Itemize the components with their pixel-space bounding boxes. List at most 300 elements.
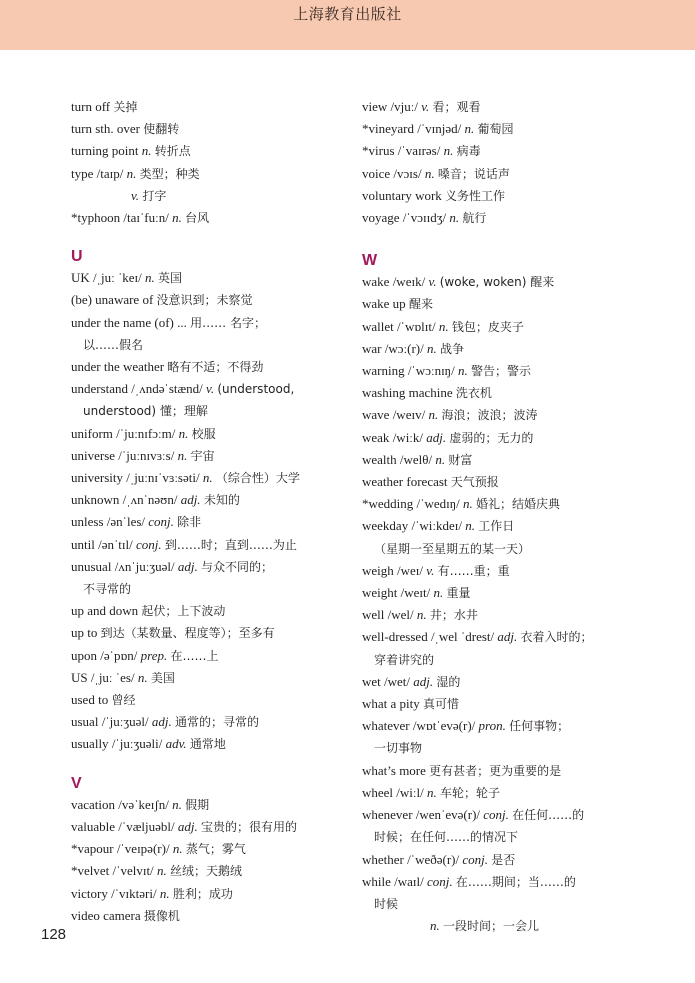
entry-pronunciation: /waɪl/ bbox=[394, 873, 424, 889]
entry-word: university bbox=[71, 470, 123, 486]
entry-word: unless bbox=[71, 514, 104, 530]
entry-word: *typhoon bbox=[71, 210, 121, 226]
entry-definition: 任何事物； bbox=[509, 719, 570, 734]
entry-definition: 胜利；成功 bbox=[172, 886, 233, 901]
entry-part-of-speech: adj. bbox=[497, 629, 518, 645]
entry-word: understand bbox=[71, 381, 129, 397]
entry-definition: 穿着讲究的 bbox=[374, 652, 435, 667]
entry-part-of-speech: n. bbox=[202, 470, 213, 486]
entry-word: whether bbox=[362, 851, 404, 867]
entry-pronunciation: /ˈwedɪŋ/ bbox=[416, 496, 460, 512]
glossary-entry bbox=[362, 915, 642, 937]
glossary-entry bbox=[71, 334, 343, 356]
glossary-entry bbox=[362, 782, 642, 804]
entry-part-of-speech: n. bbox=[172, 841, 183, 857]
entry-word: while bbox=[362, 873, 391, 889]
entry-definition: 假期 bbox=[185, 797, 210, 812]
entry-definition: 战争 bbox=[439, 341, 464, 356]
glossary-entry bbox=[71, 860, 343, 882]
entry-part-of-speech: n. bbox=[464, 121, 475, 137]
entry-pronunciation: /wel/ bbox=[387, 607, 414, 623]
entry-word: wave bbox=[362, 407, 390, 423]
entry-word: usual bbox=[71, 714, 99, 730]
entry-definition: 打字 bbox=[142, 188, 167, 203]
entry-part-of-speech: n. bbox=[428, 407, 439, 423]
entry-part-of-speech: n. bbox=[426, 340, 437, 356]
glossary-entry bbox=[362, 604, 642, 626]
glossary-entry bbox=[71, 140, 343, 162]
glossary-entry bbox=[362, 849, 642, 871]
entry-pronunciation: /əˈpɒn/ bbox=[100, 647, 138, 663]
entry-part-of-speech: n. bbox=[433, 585, 444, 601]
glossary-entry bbox=[71, 207, 343, 229]
glossary-entry bbox=[362, 338, 642, 360]
glossary-entry bbox=[71, 118, 343, 140]
entry-definition: 到达（某数量、程度等）；至多有 bbox=[100, 626, 275, 641]
entry-definition: 财富 bbox=[448, 452, 473, 467]
entry-word: usually bbox=[71, 736, 109, 752]
entry-definition: 钱包；皮夹子 bbox=[451, 319, 524, 334]
entry-word: unknown bbox=[71, 492, 120, 508]
glossary-entry bbox=[362, 185, 642, 207]
entry-definition: 天气预报 bbox=[450, 475, 499, 490]
glossary-entry bbox=[71, 489, 343, 511]
entry-definition: 有……重；重 bbox=[437, 563, 510, 578]
entry-part-of-speech: conj. bbox=[427, 873, 453, 889]
entry-pronunciation: /ˈwɒlɪt/ bbox=[397, 318, 436, 334]
entry-word: weak bbox=[362, 429, 390, 445]
entry-word: upon bbox=[71, 647, 97, 663]
entry-word: universe bbox=[71, 447, 116, 463]
entry-definition: 病毒 bbox=[456, 144, 481, 159]
entry-definition: 重量 bbox=[446, 586, 471, 601]
entry-definition: 井；水井 bbox=[429, 608, 478, 623]
entry-pronunciation: /ˈvɪktəri/ bbox=[111, 885, 157, 901]
glossary-entry bbox=[71, 711, 343, 733]
glossary-section-v-cont bbox=[362, 96, 642, 229]
entry-part-of-speech: n. bbox=[178, 425, 189, 441]
glossary-entry bbox=[362, 449, 642, 471]
entry-definition: 到……时；直到……为止 bbox=[164, 537, 297, 552]
entry-pronunciation: /ˈwiːkdeɪ/ bbox=[411, 518, 462, 534]
glossary-entry bbox=[362, 582, 642, 604]
entry-word: wake up bbox=[362, 296, 406, 312]
entry-word: well-dressed bbox=[362, 629, 428, 645]
entry-part-of-speech: n. bbox=[172, 796, 182, 812]
entry-definition: understood) 懂；理解 bbox=[83, 404, 208, 419]
glossary-entry bbox=[71, 556, 343, 578]
entry-pronunciation: /ˌjuː ˈes/ bbox=[90, 669, 135, 685]
entry-definition: 婚礼；结婚庆典 bbox=[476, 497, 561, 512]
entry-definition: 一段时间；一会儿 bbox=[443, 919, 540, 934]
entry-word: wake bbox=[362, 274, 390, 290]
glossary-entry bbox=[362, 118, 642, 140]
glossary-entry bbox=[71, 400, 343, 422]
entry-definition: 洗衣机 bbox=[455, 386, 492, 401]
entry-definition: 与众不同的； bbox=[201, 559, 274, 574]
entry-part-of-speech: n. bbox=[463, 496, 473, 512]
entry-definition: 英国 bbox=[158, 271, 183, 286]
entry-pronunciation: /ˌʌndəˈstænd/ bbox=[131, 381, 203, 397]
glossary-entry bbox=[362, 626, 642, 648]
entry-pronunciation: /wɒtˈevə(r)/ bbox=[412, 718, 476, 734]
entry-pronunciation: /vɔɪs/ bbox=[393, 165, 422, 181]
entry-definition: 转折点 bbox=[154, 144, 191, 159]
section-letter-u: U bbox=[71, 248, 83, 266]
entry-part-of-speech: v. bbox=[131, 187, 140, 203]
entry-definition: 真可惜 bbox=[423, 697, 460, 712]
entry-definition: 美国 bbox=[150, 670, 175, 685]
entry-part-of-speech: adj. bbox=[177, 818, 198, 834]
glossary-entry bbox=[362, 427, 642, 449]
entry-definition: 通常地 bbox=[189, 737, 226, 752]
entry-definition: 海浪；波浪；波涛 bbox=[441, 408, 538, 423]
entry-definition: 未知的 bbox=[203, 493, 240, 508]
entry-part-of-speech: conj. bbox=[148, 514, 174, 530]
entry-definition: 警告；警示 bbox=[470, 364, 531, 379]
entry-word: weigh bbox=[362, 562, 394, 578]
entry-part-of-speech: n. bbox=[430, 918, 440, 934]
glossary-entry bbox=[362, 293, 642, 315]
entry-pronunciation: /ˌwel ˈdrest/ bbox=[430, 629, 495, 645]
entry-part-of-speech: n. bbox=[457, 363, 468, 379]
entry-word: whenever bbox=[362, 807, 413, 823]
glossary-entry bbox=[362, 404, 642, 426]
entry-pronunciation: /ˌʌnˈnəʊn/ bbox=[122, 492, 178, 508]
entry-definition: 略有不适；不得劲 bbox=[167, 360, 264, 375]
entry-definition: 时候 bbox=[374, 896, 399, 911]
entry-pronunciation: /wenˈevə(r)/ bbox=[415, 807, 481, 823]
glossary-entry bbox=[362, 804, 642, 826]
entry-pronunciation: /wiːk/ bbox=[392, 429, 424, 445]
entry-word: type bbox=[71, 165, 94, 181]
entry-pronunciation: /wet/ bbox=[384, 673, 411, 689]
glossary-entry bbox=[362, 649, 642, 671]
entry-part-of-speech: v. bbox=[421, 99, 430, 114]
entry-definition: 车轮；轮子 bbox=[440, 785, 501, 800]
entry-pronunciation: /vjuː/ bbox=[390, 99, 418, 114]
glossary-entry bbox=[362, 560, 642, 582]
entry-definition: 校服 bbox=[191, 426, 216, 441]
entry-part-of-speech: n. bbox=[177, 447, 188, 463]
glossary-entry bbox=[71, 445, 343, 467]
glossary-entry bbox=[362, 671, 642, 693]
entry-pronunciation: /ˌjuː ˈkeɪ/ bbox=[93, 270, 142, 286]
entry-definition: (understood, bbox=[217, 382, 295, 397]
entry-pronunciation: /ˈvaɪrəs/ bbox=[397, 143, 441, 159]
entry-definition: 起伏；上下波动 bbox=[141, 604, 226, 619]
entry-pronunciation: /ʌnˈjuːʒuəl/ bbox=[114, 558, 175, 574]
entry-definition: 时候；在任何……的情况下 bbox=[374, 830, 519, 845]
entry-word: what a pity bbox=[362, 696, 420, 712]
entry-word: vacation bbox=[71, 796, 116, 812]
entry-word: valuable bbox=[71, 818, 116, 834]
entry-part-of-speech: adv. bbox=[165, 736, 187, 752]
entry-definition: （综合性）大学 bbox=[215, 471, 300, 486]
entry-part-of-speech: v. bbox=[206, 381, 215, 397]
entry-definition: 没意识到；未察觉 bbox=[156, 293, 253, 308]
glossary-section-v bbox=[71, 794, 343, 927]
entry-definition: 衣着入时的； bbox=[520, 630, 593, 645]
glossary-entry bbox=[71, 667, 343, 689]
entry-definition: 用…… 名字； bbox=[190, 315, 266, 330]
entry-word: *wedding bbox=[362, 496, 414, 512]
entry-word: wheel bbox=[362, 784, 394, 800]
entry-definition: （星期一至星期五的某一天） bbox=[374, 541, 531, 556]
entry-word: (be) unaware of bbox=[71, 292, 154, 308]
glossary-entry bbox=[71, 185, 343, 207]
entry-part-of-speech: v. bbox=[426, 562, 435, 578]
glossary-entry bbox=[362, 316, 642, 338]
glossary-entry bbox=[71, 905, 343, 927]
entry-word: *vapour bbox=[71, 841, 114, 857]
publisher-title: 上海教育出版社 bbox=[293, 5, 402, 23]
entry-pronunciation: /ˈwɔːnɪŋ/ bbox=[407, 363, 455, 379]
entry-word: under the name (of) ... bbox=[71, 314, 187, 330]
glossary-entry bbox=[362, 360, 642, 382]
entry-definition: 湿的 bbox=[436, 674, 461, 689]
glossary-entry bbox=[71, 96, 343, 118]
entry-part-of-speech: n. bbox=[438, 318, 449, 334]
entry-pronunciation: /ˈweðə(r)/ bbox=[407, 851, 460, 867]
glossary-entry bbox=[362, 493, 642, 515]
glossary-entry bbox=[362, 515, 642, 537]
entry-pronunciation: /taɪp/ bbox=[96, 165, 124, 181]
entry-part-of-speech: conj. bbox=[136, 536, 162, 552]
entry-part-of-speech: n. bbox=[443, 143, 454, 159]
entry-definition: 蒸气；雾气 bbox=[185, 842, 246, 857]
left-column bbox=[71, 96, 343, 927]
glossary-entry bbox=[71, 467, 343, 489]
entry-part-of-speech: n. bbox=[141, 143, 152, 159]
entry-pronunciation: /ˈvɔɪɪdʒ/ bbox=[402, 210, 447, 226]
entry-word: *virus bbox=[362, 143, 395, 159]
entry-pronunciation: /ˈvɪnjəd/ bbox=[417, 121, 462, 137]
entry-part-of-speech: adj. bbox=[180, 492, 201, 508]
page-number: 128 bbox=[41, 926, 67, 943]
entry-word: voyage bbox=[362, 210, 400, 226]
entry-word: turn off bbox=[71, 99, 111, 114]
entry-definition: 通常的；寻常的 bbox=[175, 715, 260, 730]
glossary-entry bbox=[362, 471, 642, 493]
glossary-entry bbox=[71, 883, 343, 905]
glossary-entry bbox=[71, 733, 343, 755]
entry-definition: 在任何……的 bbox=[512, 808, 585, 823]
entry-part-of-speech: n. bbox=[416, 607, 427, 623]
entry-definition: 不寻常的 bbox=[83, 582, 132, 597]
entry-pronunciation: /wɔː(r)/ bbox=[384, 340, 424, 356]
glossary-entry bbox=[71, 578, 343, 600]
entry-definition: (woke, woken) 醒来 bbox=[439, 275, 555, 290]
entry-word: *velvet bbox=[71, 863, 110, 879]
entry-word: what’s more bbox=[362, 762, 426, 778]
glossary-entry bbox=[71, 511, 343, 533]
entry-pronunciation: /ˌjuːnɪˈvɜːsəti/ bbox=[126, 470, 200, 486]
entry-word: wet bbox=[362, 673, 381, 689]
entry-definition: 在……期间；当……的 bbox=[455, 874, 576, 889]
entry-definition: 嗓音；说话声 bbox=[437, 166, 510, 181]
entry-pronunciation: /ˈvæljuəbl/ bbox=[118, 818, 175, 834]
glossary-entry bbox=[71, 356, 343, 378]
glossary-entry bbox=[362, 538, 642, 560]
entry-word: *vineyard bbox=[362, 121, 414, 137]
entry-word: whatever bbox=[362, 718, 410, 734]
entry-word: washing machine bbox=[362, 385, 453, 401]
glossary-section-u bbox=[71, 267, 343, 755]
glossary-entry bbox=[362, 760, 642, 782]
entry-pronunciation: /vəˈkeɪʃn/ bbox=[118, 796, 169, 812]
entry-pronunciation: /taɪˈfuːn/ bbox=[123, 210, 169, 226]
entry-word: up and down bbox=[71, 603, 139, 619]
entry-part-of-speech: n. bbox=[435, 451, 446, 467]
entry-word: weather forecast bbox=[362, 474, 448, 490]
glossary-entry bbox=[362, 737, 642, 759]
entry-definition: 一切事物 bbox=[374, 741, 423, 756]
entry-word: view bbox=[362, 99, 388, 114]
entry-definition: 除非 bbox=[177, 515, 202, 530]
entry-definition: 摄像机 bbox=[143, 908, 180, 923]
entry-pronunciation: /ˈjuːʒuəl/ bbox=[101, 714, 149, 730]
entry-word: wealth bbox=[362, 451, 397, 467]
glossary-entry bbox=[362, 271, 642, 293]
entry-pronunciation: /ˈveɪpə(r)/ bbox=[116, 841, 170, 857]
entry-definition: 曾经 bbox=[111, 693, 136, 708]
entry-pronunciation: /weɪk/ bbox=[392, 274, 426, 290]
entry-definition: 使翻转 bbox=[143, 122, 180, 137]
entry-part-of-speech: pron. bbox=[478, 718, 506, 734]
entry-definition: 类型；种类 bbox=[139, 166, 200, 181]
entry-part-of-speech: n. bbox=[172, 210, 182, 226]
glossary-entry bbox=[362, 893, 642, 915]
entry-part-of-speech: n. bbox=[427, 784, 437, 800]
glossary-entry bbox=[71, 163, 343, 185]
entry-definition: 工作日 bbox=[478, 519, 515, 534]
section-letter-w: W bbox=[362, 252, 378, 270]
entry-definition: 宇宙 bbox=[190, 448, 215, 463]
glossary-entry bbox=[362, 207, 642, 229]
entry-word: wallet bbox=[362, 318, 394, 334]
entry-word: voluntary work bbox=[362, 187, 442, 203]
entry-part-of-speech: adj. bbox=[413, 673, 434, 689]
glossary-entry bbox=[71, 534, 343, 556]
glossary-entry bbox=[362, 163, 642, 185]
glossary-entry bbox=[71, 600, 343, 622]
entry-pronunciation: /weɪv/ bbox=[392, 407, 426, 423]
entry-definition: 是否 bbox=[491, 852, 516, 867]
entry-definition: 丝绒；天鹅绒 bbox=[169, 864, 242, 879]
glossary-entry bbox=[71, 645, 343, 667]
entry-word: unusual bbox=[71, 558, 112, 574]
glossary-entry bbox=[71, 622, 343, 644]
glossary-entry bbox=[71, 423, 343, 445]
entry-pronunciation: /ənˈtɪl/ bbox=[98, 536, 133, 552]
page-header bbox=[0, 0, 695, 50]
entry-word: turning point bbox=[71, 143, 139, 159]
entry-pronunciation: /welθ/ bbox=[399, 451, 433, 467]
entry-definition: 更有甚者；更为重要的是 bbox=[429, 763, 562, 778]
glossary-entry bbox=[71, 378, 343, 400]
entry-word: weight bbox=[362, 585, 398, 601]
entry-word: voice bbox=[362, 165, 391, 181]
entry-part-of-speech: prep. bbox=[140, 647, 168, 663]
entry-word: video camera bbox=[71, 907, 141, 923]
entry-word: up to bbox=[71, 625, 98, 641]
glossary-section-w bbox=[362, 271, 642, 937]
entry-pronunciation: /ˈjuːnɪfɔːm/ bbox=[116, 425, 176, 441]
entry-word: US bbox=[71, 669, 88, 685]
glossary-entry bbox=[362, 715, 642, 737]
entry-part-of-speech: n. bbox=[156, 863, 167, 879]
right-column bbox=[362, 96, 642, 937]
entry-pronunciation: /weɪ/ bbox=[397, 562, 424, 578]
entry-part-of-speech: n. bbox=[159, 885, 170, 901]
entry-pronunciation: /ˈvelvɪt/ bbox=[112, 863, 154, 879]
glossary-entry bbox=[362, 871, 642, 893]
entry-word: warning bbox=[362, 363, 405, 379]
entry-pronunciation: /ˈjuːʒuəli/ bbox=[111, 736, 163, 752]
entry-word: uniform bbox=[71, 425, 113, 441]
entry-definition: 虚弱的；无力的 bbox=[449, 430, 534, 445]
entry-part-of-speech: n. bbox=[465, 518, 475, 534]
entry-pronunciation: /ˈjuːnɪvɜːs/ bbox=[118, 447, 175, 463]
glossary-entry bbox=[362, 96, 642, 118]
entry-definition: 关掉 bbox=[113, 100, 138, 114]
entry-part-of-speech: conj. bbox=[483, 807, 509, 823]
glossary-entry bbox=[71, 289, 343, 311]
glossary-entry bbox=[71, 689, 343, 711]
glossary-entry bbox=[362, 382, 642, 404]
entry-part-of-speech: adj. bbox=[426, 429, 447, 445]
entry-part-of-speech: n. bbox=[126, 165, 137, 181]
entry-word: well bbox=[362, 607, 385, 623]
entry-part-of-speech: v. bbox=[428, 274, 437, 290]
glossary-entry bbox=[71, 794, 343, 816]
entry-pronunciation: /weɪt/ bbox=[400, 585, 431, 601]
entry-definition: 葡萄园 bbox=[477, 122, 514, 137]
section-letter-v: V bbox=[71, 774, 82, 792]
glossary-entry bbox=[71, 312, 343, 334]
entry-part-of-speech: n. bbox=[145, 270, 155, 286]
entry-part-of-speech: n. bbox=[137, 669, 148, 685]
entry-definition: 以……假名 bbox=[83, 337, 144, 352]
entry-definition: 在……上 bbox=[170, 648, 219, 663]
glossary-entry bbox=[71, 816, 343, 838]
entry-word: until bbox=[71, 536, 95, 552]
entry-definition: 航行 bbox=[462, 211, 487, 226]
entry-part-of-speech: conj. bbox=[462, 851, 488, 867]
entry-part-of-speech: adj. bbox=[177, 558, 198, 574]
entry-word: weekday bbox=[362, 518, 409, 534]
entry-word: used to bbox=[71, 692, 109, 708]
glossary-entry bbox=[71, 267, 343, 289]
entry-pronunciation: /wiːl/ bbox=[396, 784, 424, 800]
glossary-section-t bbox=[71, 96, 343, 229]
glossary-entry bbox=[362, 693, 642, 715]
entry-definition: 义务性工作 bbox=[445, 188, 506, 203]
entry-word: victory bbox=[71, 885, 108, 901]
entry-word: UK bbox=[71, 270, 90, 286]
entry-word: turn sth. over bbox=[71, 121, 140, 137]
entry-definition: 醒来 bbox=[408, 297, 433, 312]
entry-part-of-speech: adj. bbox=[151, 714, 172, 730]
entry-definition: 宝贵的；很有用的 bbox=[201, 819, 298, 834]
entry-word: war bbox=[362, 340, 382, 356]
entry-pronunciation: /ənˈles/ bbox=[106, 514, 146, 530]
entry-part-of-speech: n. bbox=[424, 165, 435, 181]
entry-word: under the weather bbox=[71, 359, 165, 375]
entry-definition: 台风 bbox=[185, 211, 210, 226]
entry-part-of-speech: n. bbox=[449, 210, 460, 226]
